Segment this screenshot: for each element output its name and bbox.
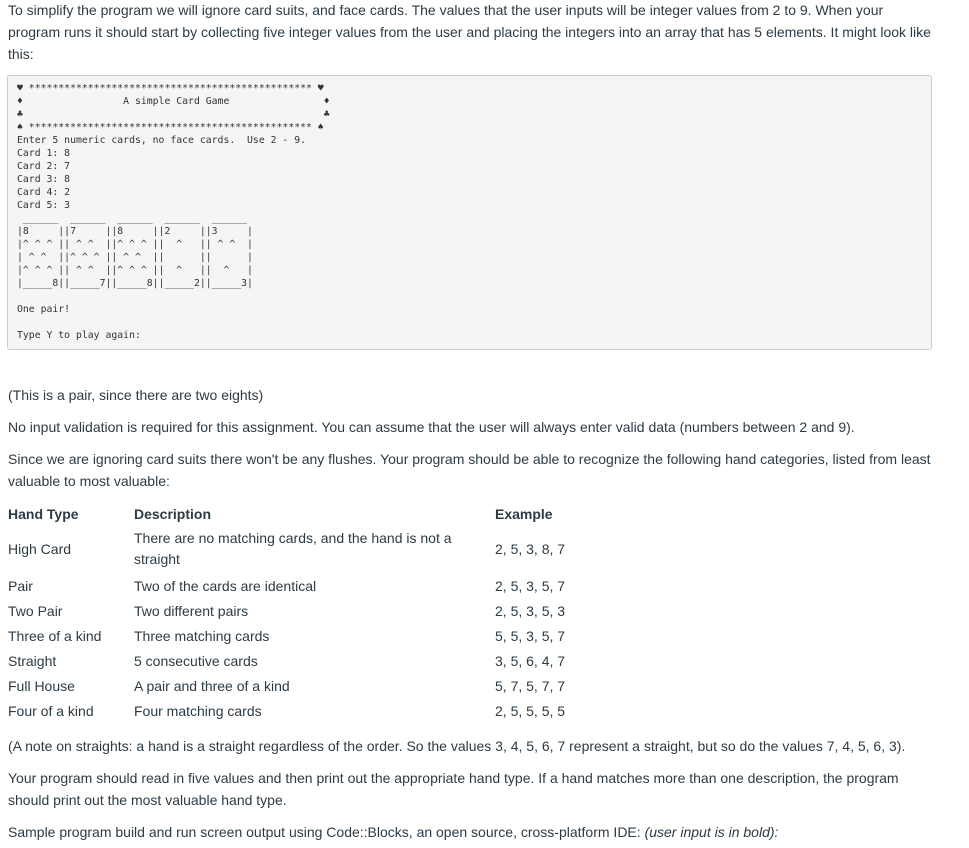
- example-cell: 2, 5, 3, 5, 7: [495, 577, 566, 594]
- description-cell: 5 consecutive cards: [134, 652, 258, 669]
- description-cell: Three matching cards: [134, 627, 270, 644]
- console-output-block: [7, 75, 932, 350]
- table-row: [8, 573, 645, 598]
- example-cell: 3, 5, 6, 4, 7: [495, 652, 566, 669]
- table-header-row: [8, 503, 645, 525]
- table-row: [8, 598, 645, 623]
- console-output-text: ♥ ************************************************ ♥ ♦ A simple Card Game ♦ ♣ ♣ ♠ ************************************************ ♠ Enter 5 numeric cards, no face cards. Use 2 - 9. Card 1: 8 Card 2: 7 Card 3: 8 Card 4: 2 Card 5: 3 ______ ______ ______ ______ ______ |8 ||7 ||8 ||2 ||3 | |^ ^ ^ || ^ ^ ||^ ^ ^ || ^ || ^ ^ | | ^ ^ ||^ ^ ^ || ^ ^ || || | |^ ^ ^ || ^ ^ ||^ ^ ^ || ^ || ^ | |_____8||_____7||_____8||_____2||_____3| One pair! Type Y to play again:: [17, 83, 330, 341]
- categories-intro: Since we are ignoring card suits there won't be any flushes. Your program should be able to recognize the following hand categories, listed from least valuable to most valuable:: [8, 451, 931, 489]
- description-cell: A pair and three of a kind: [134, 677, 290, 694]
- example-cell: 2, 5, 3, 5, 3: [495, 602, 566, 619]
- header-hand-type: Hand Type: [8, 506, 79, 522]
- hand-type-cell: Four of a kind: [8, 702, 94, 719]
- hand-type-cell: Pair: [8, 577, 33, 594]
- hand-type-cell: High Card: [8, 541, 72, 557]
- sample-intro-emphasis: (user input is in bold):: [644, 824, 779, 840]
- example-cell: 2, 5, 3, 8, 7: [495, 541, 566, 557]
- straight-note: (A note on straights: a hand is a straight regardless of the order. So the values 3, 4, 5, 6, 7 represent a straight, but so do the values 7, 4, 5, 6, 3).: [8, 738, 906, 754]
- table-row: [8, 673, 645, 698]
- hand-categories-table: [8, 503, 645, 723]
- validation-note: No input validation is required for this assignment. You can assume that the user will always enter valid data (numbers between 2 and 9).: [8, 419, 855, 435]
- description-cell: There are no matching cards, and the hand is not a straight: [134, 530, 452, 567]
- output-note: Your program should read in five values and then print out the appropriate hand type. If a hand matches more than one description, the program should print out the most valuable hand type.: [8, 770, 899, 808]
- hand-type-cell: Three of a kind: [8, 627, 102, 644]
- pair-note: (This is a pair, since there are two eights): [8, 387, 264, 403]
- example-cell: 2, 5, 5, 5, 5: [495, 702, 566, 719]
- header-example: Example: [495, 506, 553, 522]
- hand-type-cell: Full House: [8, 677, 75, 694]
- header-description: Description: [134, 506, 212, 522]
- example-cell: 5, 7, 5, 7, 7: [495, 677, 566, 694]
- table-row: [8, 623, 645, 648]
- description-cell: Four matching cards: [134, 702, 262, 719]
- hand-type-cell: Straight: [8, 652, 57, 669]
- description-cell: Two different pairs: [134, 602, 249, 619]
- table-row: [8, 698, 645, 723]
- intro-paragraph: To simplify the program we will ignore card suits, and face cards. The values that the user inputs will be integer values from 2 to 9. When your program runs it should start by collecting five integer values from the user and placing the integers into an array that has 5 elements. It might look like this:: [8, 2, 931, 62]
- hand-type-cell: Two Pair: [8, 602, 63, 619]
- table-row: [8, 648, 645, 673]
- table-row: [8, 525, 645, 573]
- sample-intro-text: Sample program build and run screen output using Code::Blocks, an open source, cross-platform IDE:: [8, 824, 645, 840]
- sample-intro: [8, 821, 938, 843]
- example-cell: 5, 5, 3, 5, 7: [495, 627, 566, 644]
- description-cell: Two of the cards are identical: [134, 577, 317, 594]
